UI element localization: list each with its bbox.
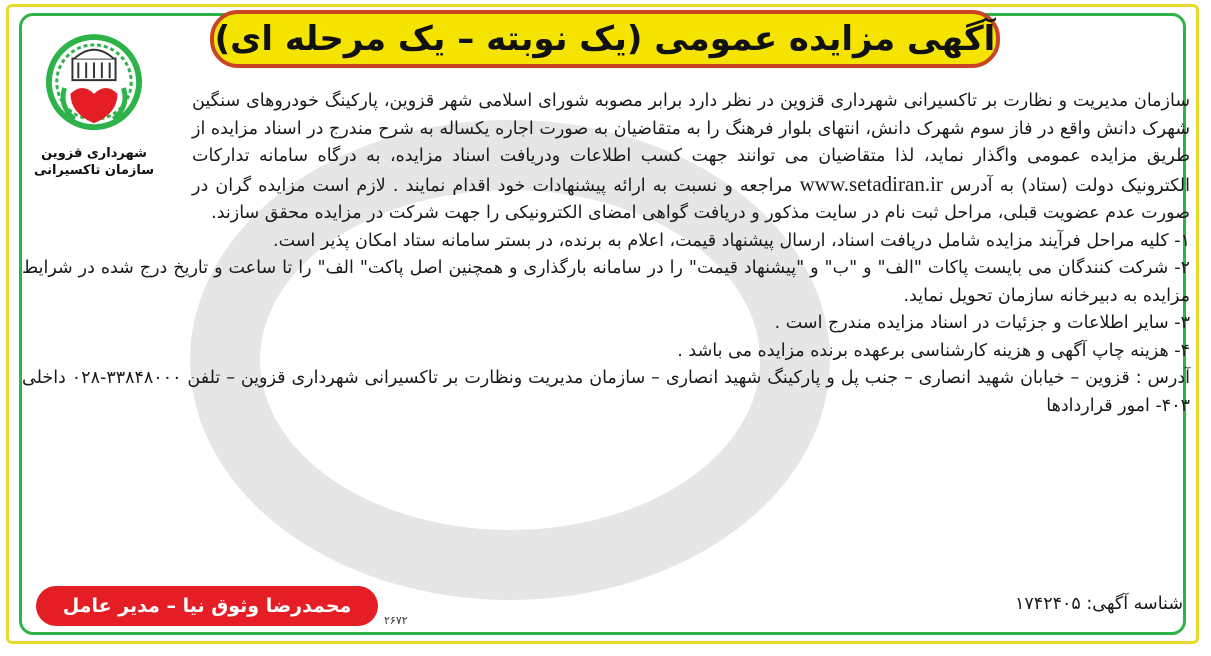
item-4: ۴- هزینه چاپ آگهی و هزینه کارشناسی برعهده برنده مزایده می باشد . [677, 340, 1190, 361]
intro-paragraph [22, 88, 1190, 228]
ad-body [22, 88, 1190, 588]
reference-number: ۲۶۷۲ [384, 614, 408, 627]
manager-badge: محمدرضا وثوق نیا – مدیر عامل [36, 586, 378, 626]
item-1: ۱- کلیه مراحل فرآیند مزایده شامل دریافت اسناد، ارسال پیشنهاد قیمت، اعلام به برنده، در بستر سامانه ستاد امکان پذیر است. [273, 230, 1190, 251]
intro-part-2: مراجعه و نسبت به ارائه پیشنهادات خود اقدام نمایند . لازم است مزایده گران در صورت عدم عضویت قبلی، مراحل ثبت نام در سایت مذکور و دریافت گواهی امضای الکترونیکی را جهت شرکت در مزایده محقق سازند. [192, 175, 1190, 223]
logo-subtitle: سازمان تاکسیرانی [33, 163, 155, 178]
title-banner [210, 10, 1000, 68]
address: آدرس : قزوین – خیابان شهید انصاری – جنب پل و پارکینگ شهید انصاری – سازمان مدیریت ونظارت بر تاکسیرانی شهرداری قزوین – تلفن ۳۳۸۴۸۰۰۰-۰۲۸ داخلی ۴۰۳- امور قراردادها [22, 368, 1191, 416]
ad-id: شناسه آگهی: ۱۷۴۲۴۰۵ [1015, 594, 1183, 614]
ad-title: آگهی مزایده عمومی (یک نوبته – یک مرحله ای) [214, 19, 996, 59]
item-3: ۳- سایر اطلاعات و جزئیات در اسناد مزایده مندرج است . [774, 313, 1190, 333]
item-2: ۲- شرکت کنندگان می بایست پاکات "الف" و "ب" و "پیشنهاد قیمت" را در سامانه بارگذاری و همچنین اصل پاکت" الف" را تا ساعت و تاریخ درج شده در شرایط مزایده به دبیرخانه سازمان تحویل نماید. [22, 258, 1190, 306]
logo-name: شهرداری قزوین [41, 146, 147, 161]
intro-part-1: سازمان مدیریت و نظارت بر تاکسیرانی شهرداری قزوین در نظر دارد برابر مصوبه شورای اسلامی شهر قزوین، پارکینگ خودروهای سنگین شهرک دانش واقع در فاز سوم شهرک دانش، انتهای بلوار فرهنگ را به متقاضیان به صورت اجاره یکساله به شرح مندرج در اسناد مزایده از طریق مزایده عمومی واگذار نماید، لذا متقاضیان می توانند جهت کسب اطلاعات ودریافت اسناد مزایده، به درگاه سامانه تدارکات الکترونیک دولت (ستاد) به آدرس [192, 91, 1190, 196]
website-link[interactable]: www.setadiran.ir [799, 171, 943, 196]
